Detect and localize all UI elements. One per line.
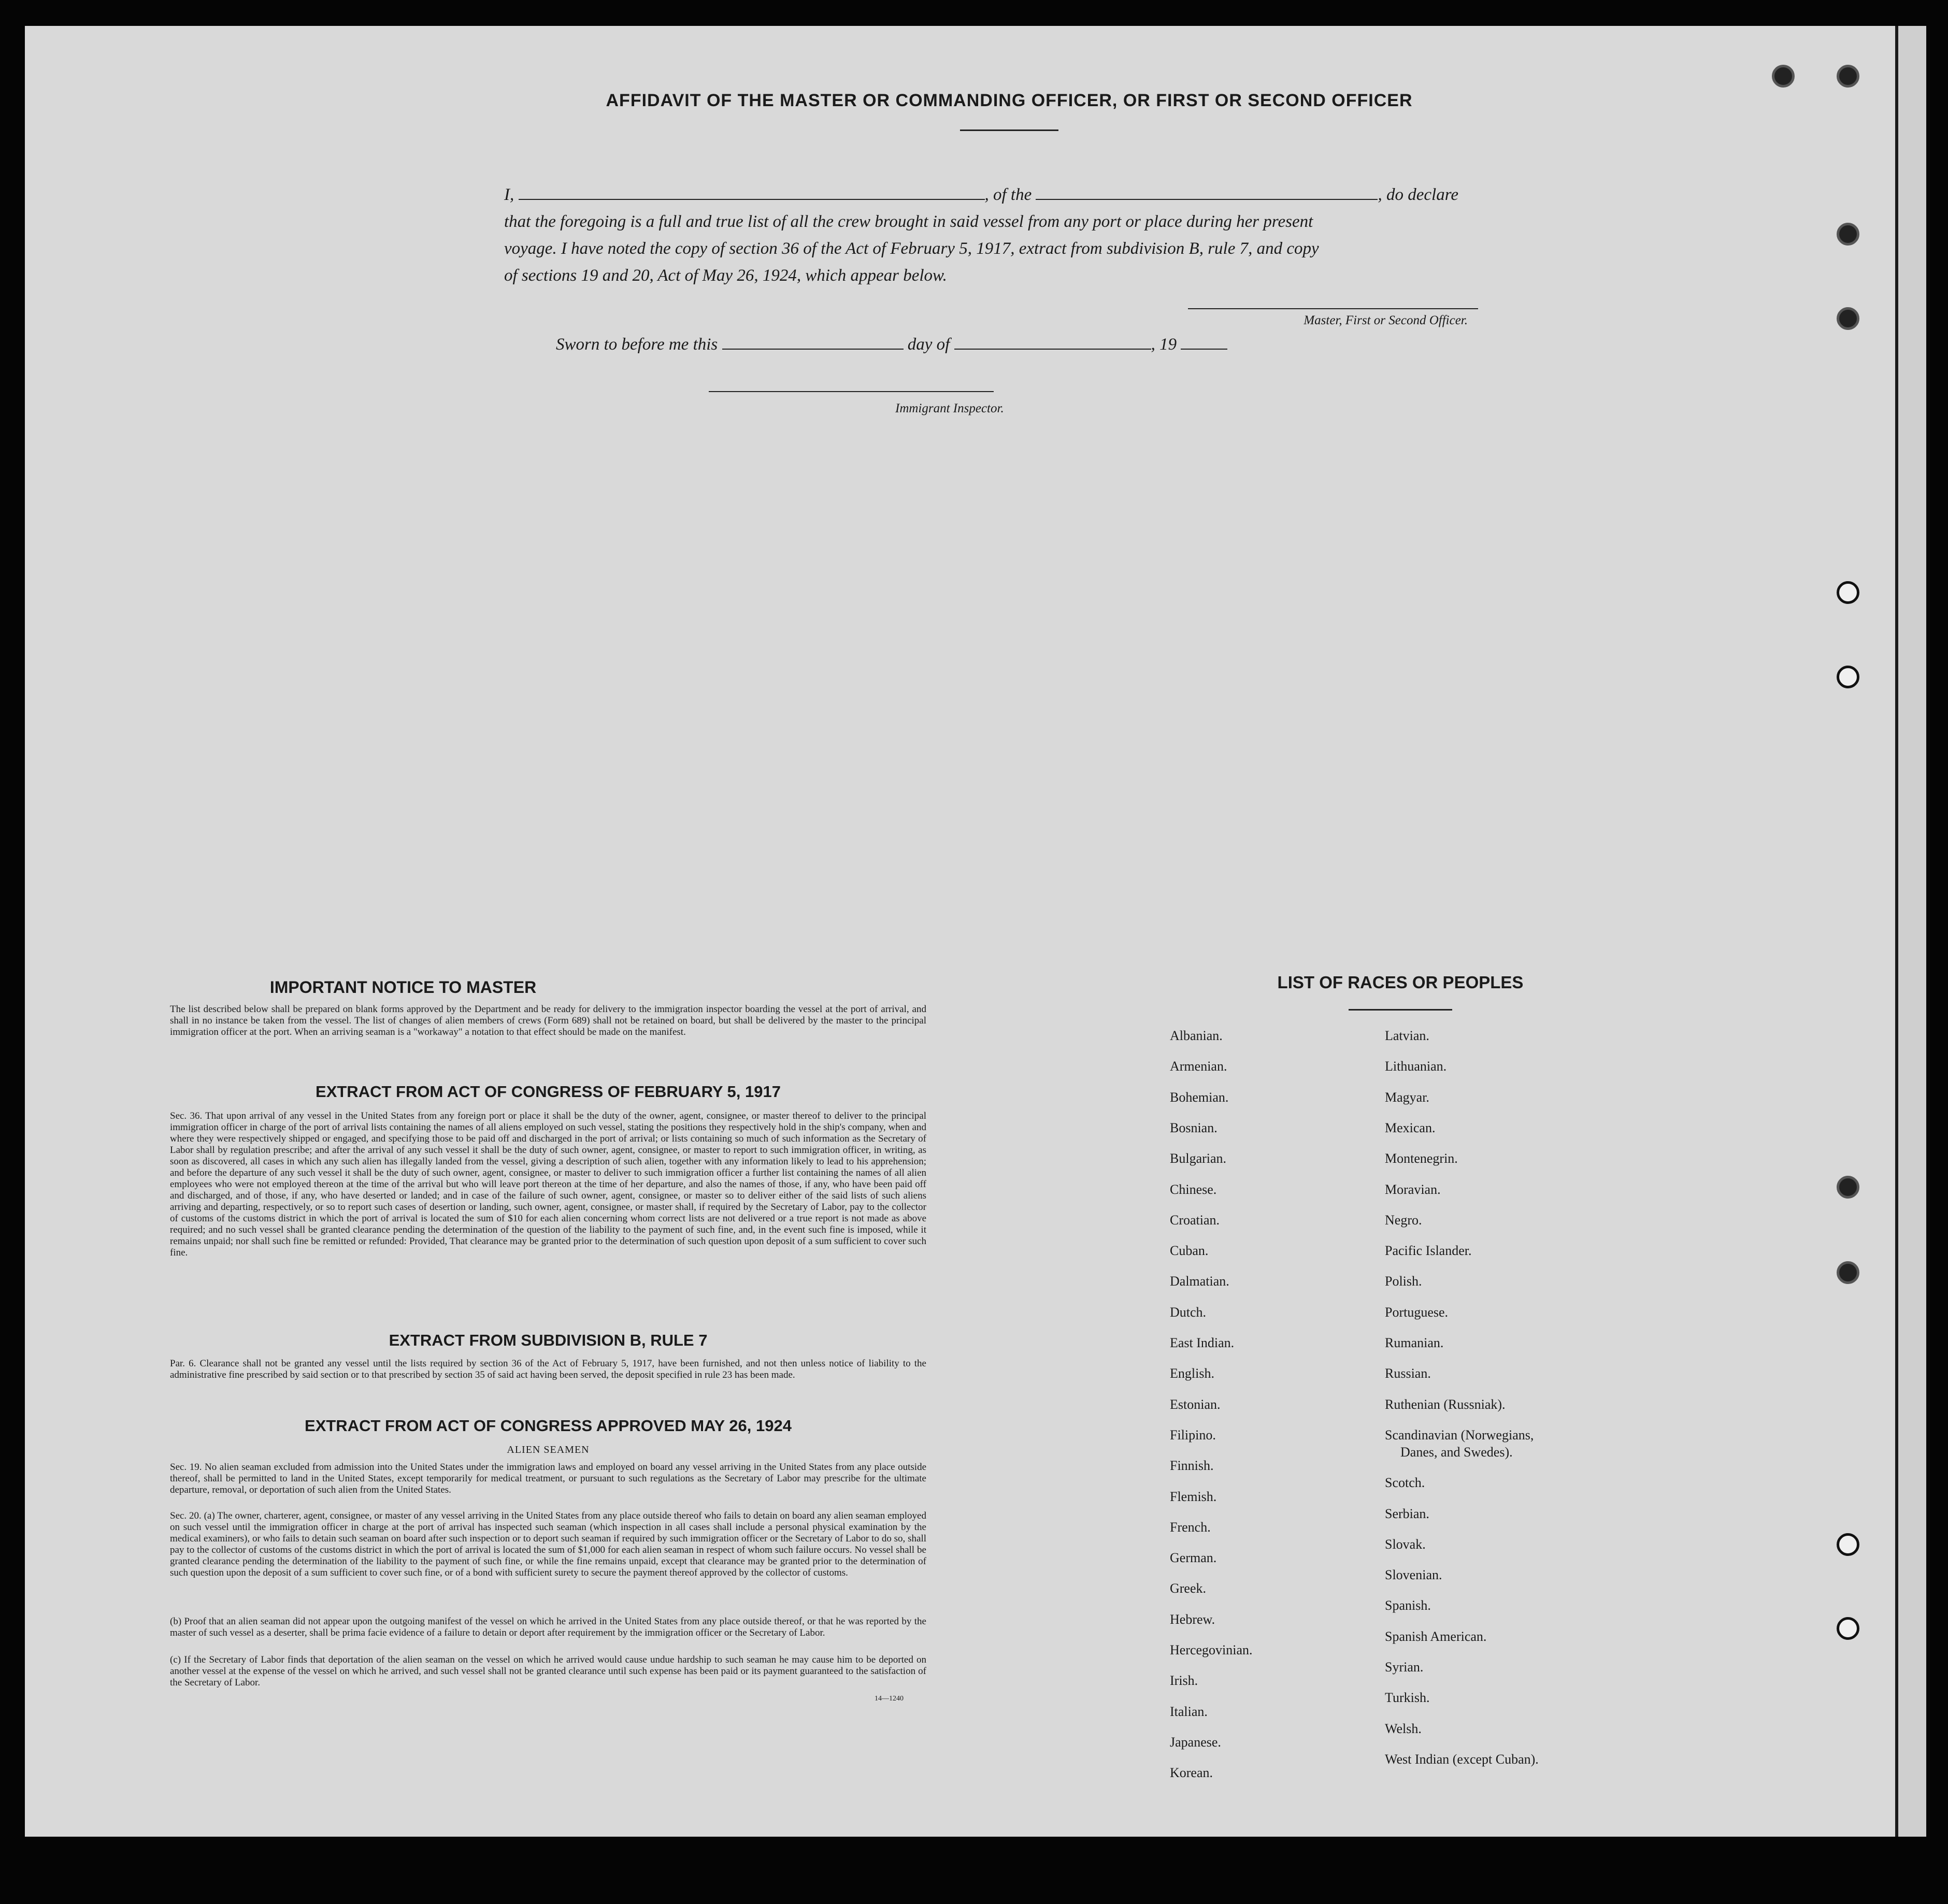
affidavit-line-2: that the foregoing is a full and true list of all the crew brought in said vessel from any port or place during her present <box>504 212 1313 231</box>
race-item: Finnish. <box>1170 1458 1214 1474</box>
master-signature-line[interactable] <box>1188 308 1478 309</box>
extract-1924-sec20a: Sec. 20. (a) The owner, charterer, agent, consignee, or master of any vessel arriving in the United States from any place outside thereof who fails to detain on board any alien seaman employed on such vessel until the immigration officer in charge at the port of arrival has inspected such seaman (which inspection in all cases shall include a personal physical examination by the medical examiners), or who fails to detain such seaman on board after such inspection or to deport such seaman if required by such immigration officer or the Secretary of Labor to do so, shall pay to the collector of customs of the customs district in which the port of arrival is located the sum of $1,000 for each alien seaman in respect of whom such failure occurs. No vessel shall be granted clearance pending the determination of the liability to the payment of such fine, or while the fine remains unpaid, except that clearance may be granted prior to the determination of such question upon the deposit of a sum sufficient to cover such fine, or of a bond with sufficient surety to secure the payment thereof approved by the collector of customs. <box>170 1510 926 1578</box>
race-item: Bosnian. <box>1170 1120 1218 1135</box>
binder-hole <box>1837 65 1859 88</box>
race-item: Polish. <box>1385 1274 1422 1289</box>
race-item: Serbian. <box>1385 1506 1429 1521</box>
race-item: Albanian. <box>1170 1028 1223 1043</box>
inspector-signature-line[interactable] <box>709 391 994 392</box>
page-edge <box>1895 26 1926 1837</box>
race-item: Bulgarian. <box>1170 1151 1227 1166</box>
race-item: Magyar. <box>1385 1089 1429 1105</box>
race-item: English. <box>1170 1366 1214 1381</box>
binder-hole <box>1837 223 1859 246</box>
extract-rule7-text: Par. 6. Clearance shall not be granted any vessel until the lists required by section 36 of the Act of February 5, 1917, have been furnished, and not then unless notice of liability to the administrative fine prescribed by said section or to that prescribed by section 35 of said act having been served, the deposit specified in rule 23 has been made. <box>170 1358 926 1380</box>
sworn-text: Sworn to before me this <box>556 335 718 354</box>
race-item: Scotch. <box>1385 1475 1425 1491</box>
race-item: Slovak. <box>1385 1536 1426 1552</box>
name-blank[interactable] <box>519 184 985 200</box>
race-item: Lithuanian. <box>1385 1059 1447 1074</box>
race-item: Korean. <box>1170 1765 1213 1781</box>
race-item: Moravian. <box>1385 1181 1441 1197</box>
form-page <box>25 26 1895 1837</box>
race-item: Welsh. <box>1385 1721 1422 1736</box>
race-item: Latvian. <box>1385 1028 1429 1043</box>
race-item: Flemish. <box>1170 1489 1217 1504</box>
binder-hole <box>1772 65 1795 88</box>
race-item: Dutch. <box>1170 1304 1207 1320</box>
race-item: Montenegrin. <box>1385 1151 1458 1166</box>
race-item: Turkish. <box>1385 1690 1430 1706</box>
race-item: Dalmatian. <box>1170 1274 1229 1289</box>
sworn-year: , 19 <box>1151 335 1177 354</box>
race-item: Rumanian. <box>1385 1335 1444 1350</box>
extract-1924-sec19: Sec. 19. No alien seaman excluded from admission into the United States under the immigration laws and employed on board any vessel arriving in the United States from any place outside thereof, shall be permitted to land in the United States, except temporarily for medical treatment, or pursuant to such regulations as the Secretary of Labor may prescribe for the ultimate departure, removal, or deportation of such alien from the United States. <box>170 1462 926 1495</box>
affidavit-of-the: , of the <box>984 185 1032 204</box>
race-item: Cuban. <box>1170 1243 1209 1259</box>
notice-title: IMPORTANT NOTICE TO MASTER <box>269 978 537 997</box>
notice-text: The list described below shall be prepared on blank forms approved by the Department and be ready for delivery to the immigration inspector boarding the vessel at the port of arrival, and shall in no instance be taken from the vessel. The list of changes of alien members of crews (Form 689) shall not be retained on board, but shall be delivered by the master to the principal immigration officer at the port. When an arriving seaman is a "workaway" a notation to that effect should be made on the manifest. <box>170 1004 926 1037</box>
race-item: Scandinavian (Norwegians, <box>1385 1427 1534 1443</box>
affidavit-line-3: voyage. I have noted the copy of section 36 of the Act of February 5, 1917, extract from subdivision B, rule 7, and copy <box>504 239 1319 258</box>
year-blank[interactable] <box>1181 334 1227 350</box>
binder-hole <box>1837 307 1859 330</box>
race-item: West Indian (except Cuban). <box>1385 1751 1539 1767</box>
binder-hole <box>1837 1176 1859 1199</box>
race-item: East Indian. <box>1170 1335 1235 1350</box>
race-item: Greek. <box>1170 1581 1207 1596</box>
vessel-blank[interactable] <box>1036 184 1378 200</box>
affidavit-declare: , do declare <box>1378 185 1458 204</box>
race-item: Estonian. <box>1170 1396 1221 1412</box>
form-number: 14—1240 <box>875 1695 904 1703</box>
sworn-line <box>556 334 1333 354</box>
races-title: LIST OF RACES OR PEOPLES <box>1277 973 1524 992</box>
master-signature-label: Master, First or Second Officer. <box>1304 313 1468 327</box>
race-item: Filipino. <box>1170 1427 1216 1443</box>
race-item: Negro. <box>1385 1212 1422 1228</box>
affidavit-body <box>504 181 1520 289</box>
race-item: Mexican. <box>1385 1120 1436 1135</box>
extract-1924-sec20b: (b) Proof that an alien seaman did not appear upon the outgoing manifest of the vessel on which he arrived in the United States from any place outside thereof, or that he was reported by the master of such vessel as a deserter, shall be prima facie evidence of a failure to detain or deport after requirement by the immigration officer or the Secretary of Labor. <box>170 1616 926 1638</box>
extract-rule7-title: EXTRACT FROM SUBDIVISION B, RULE 7 <box>389 1331 708 1349</box>
race-item: Chinese. <box>1170 1181 1217 1197</box>
extract-1924-subtitle: ALIEN SEAMEN <box>507 1444 590 1455</box>
race-item: Hercegovinian. <box>1170 1642 1253 1657</box>
extract-1924-title: EXTRACT FROM ACT OF CONGRESS APPROVED MAY 26, 1924 <box>305 1417 792 1435</box>
binder-hole <box>1837 1533 1859 1556</box>
race-item: Syrian. <box>1385 1660 1424 1675</box>
extract-1924-sec20c: (c) If the Secretary of Labor finds that deportation of the alien seaman on the vessel on which he arrived would cause undue hardship to such seaman he may cause him to be deported on another vessel at the expense of the vessel on which he arrived, and such vessel shall not be granted clearance until such expense has been paid or its payment guaranteed to the satisfaction of the Secretary of Labor. <box>170 1654 926 1688</box>
race-item: Pacific Islander. <box>1385 1243 1472 1259</box>
race-item: Danes, and Swedes). <box>1400 1444 1513 1460</box>
inspector-label: Immigrant Inspector. <box>895 401 1004 415</box>
affidavit-title: AFFIDAVIT OF THE MASTER OR COMMANDING OFFICER, OR FIRST OR SECOND OFFICER <box>606 91 1413 110</box>
race-item: German. <box>1170 1550 1217 1566</box>
binder-hole <box>1837 581 1859 604</box>
sworn-day-of: day of <box>907 335 950 354</box>
affidavit-line-4: of sections 19 and 20, Act of May 26, 1924, which appear below. <box>504 266 947 285</box>
title-divider <box>960 129 1058 131</box>
race-item: Spanish. <box>1385 1598 1431 1613</box>
extract-1917-title: EXTRACT FROM ACT OF CONGRESS OF FEBRUARY 5, 1917 <box>316 1083 781 1101</box>
race-item: Bohemian. <box>1170 1089 1229 1105</box>
affidavit-i: I, <box>504 185 514 204</box>
race-item: Japanese. <box>1170 1734 1221 1750</box>
binder-hole <box>1837 1261 1859 1284</box>
race-item: Ruthenian (Russniak). <box>1385 1396 1506 1412</box>
extract-1917-text: Sec. 36. That upon arrival of any vessel in the United States from any foreign port or place it shall be the duty of the owner, agent, consignee, or master thereof to deliver to the principal immigration officer in charge of the port of arrival lists containing the names of all aliens employed on such vessel, stating the positions they respectively hold in the ship's company, when and where they were respectively shipped or engaged, and specifying those to be paid off and discharged in the port of arrival; or lists containing so much of such information as the Secretary of Labor shall by regulation prescribe; and after the arrival of any such vessel it shall be the duty of such owner, agent, consignee, or master to report to such immigration officer, in writing, as soon as discovered, all cases in which any such alien has illegally landed from the vessel, giving a description of such alien, together with any information likely to lead to his apprehension; and before the departure of any such vessel it shall be the duty of such owner, agent, consignee, or master to deliver to such immigration officer a further list containing the names of all alien employees who were not employed thereon at the time of the arrival but who will leave port thereon at the time of her departure, and also the names of those, if any, who have been paid off and discharged, and of those, if any, who have deserted or landed; and in case of the failure of such owner, agent, consignee, or master so to deliver either of the said lists of such aliens arriving and departing, respectively, or so to report such cases of desertion or landing, such owner, agent, consignee, or master shall, if required by the Secretary of Labor, pay to the collector of customs of the customs district in which the port of arrival is located the sum of $10 for each alien concerning whom correct lists are not delivered or a true report is not made as above required; and no such vessel shall be granted clearance pending the determination of the question of the liability to the payment of such fine, and, in the event such fine is imposed, while it remains unpaid; nor shall such fine be remitted or refunded: Provided, That clearance may be granted prior to the determination of such question upon deposit of a sum sufficient to cover such fine. <box>170 1110 926 1258</box>
races-divider <box>1349 1009 1452 1011</box>
month-blank[interactable] <box>954 334 1151 350</box>
day-blank[interactable] <box>722 334 904 350</box>
binder-hole <box>1837 1617 1859 1640</box>
race-item: Portuguese. <box>1385 1304 1449 1320</box>
race-item: Armenian. <box>1170 1059 1227 1074</box>
race-item: Croatian. <box>1170 1212 1220 1228</box>
binder-hole <box>1837 666 1859 688</box>
race-item: Irish. <box>1170 1673 1198 1689</box>
race-item: Italian. <box>1170 1704 1208 1719</box>
race-item: French. <box>1170 1519 1211 1535</box>
race-item: Slovenian. <box>1385 1567 1442 1583</box>
race-item: Hebrew. <box>1170 1611 1215 1627</box>
race-item: Russian. <box>1385 1366 1431 1381</box>
race-item: Spanish American. <box>1385 1628 1487 1644</box>
